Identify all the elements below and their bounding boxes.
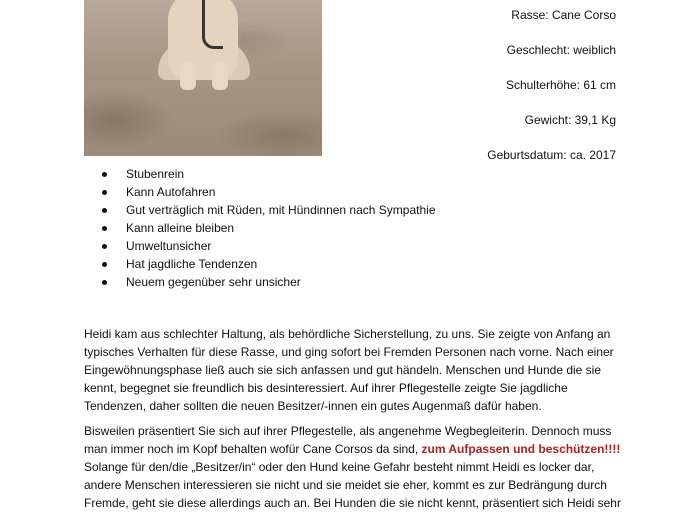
bullet-icon <box>102 208 107 213</box>
fact-shoulder-height: Schulterhöhe: 61 cm <box>505 78 616 92</box>
list-item: Gut verträglich mit Rüden, mit Hündinnen nach Sympathie <box>98 201 436 219</box>
fact-breed: Rasse: Cane Corso <box>511 8 616 22</box>
fact-weight: Gewicht: 39,1 Kg <box>524 113 616 127</box>
bullet-icon <box>102 190 107 195</box>
fact-birthdate: Geburtsdatum: ca. 2017 <box>487 148 616 162</box>
bullet-icon <box>102 244 107 249</box>
list-item: Kann Autofahren <box>98 183 436 201</box>
list-item: Kann alleine bleiben <box>98 219 436 237</box>
paragraph-history: Heidi kam aus schlechter Haltung, als behördliche Sicherstellung, zu uns. Sie zeigte von Anfang an typisches Verhalten für diese Rasse, und ging sofort bei Fremden Personen nach vorne. Nach einer Eingewöhnungsphase ließ auch sie sich anfassen und gut händeln. Menschen und Hunde die sie kennt, begegnet sie freundlich bis desinteressiert. Auf ihrer Pflegestelle zeigte Sie jagdliche Tendenzen, daher sollten die neuen Besitzer/-innen ein gutes Augenmaß dafür haben. <box>84 327 614 413</box>
paragraph-behavior: Bisweilen präsentiert Sie sich auf ihrer Pflegestelle, als angenehme Wegbegleiterin. Dennoch muss man immer noch im Kopf behalten wofür Cane Corsos da sind, zum Aufpassen und beschützen!!!! Solange für den/die „Besitzer/in“ oder den Hund keine Gefahr besteht nimmt Heidi es locker dar, andere Menschen interessieren sie nicht und sie meidet sie eher, kommt es zur Bedrängung durch Fremde, geht sie diese allerdings auch an. Bei Hunden die sie nicht kennt, präsentiert sich Heidi sehr <box>84 424 621 510</box>
list-item: Neuem gegenüber sehr unsicher <box>98 273 436 291</box>
trait-list <box>98 165 436 291</box>
list-item: Stubenrein <box>98 165 436 183</box>
dog-photo <box>84 0 322 156</box>
emphasis-text: zum Aufpassen und beschützen!!!! <box>421 442 621 456</box>
leash <box>202 0 223 49</box>
description <box>84 325 624 512</box>
dog-facts <box>396 6 616 181</box>
list-item: Umweltunsicher <box>98 237 436 255</box>
bullet-icon <box>102 172 107 177</box>
bullet-icon <box>102 280 107 285</box>
bullet-icon <box>102 262 107 267</box>
fact-sex: Geschlecht: weiblich <box>506 43 616 57</box>
list-item: Hat jagdliche Tendenzen <box>98 255 436 273</box>
bullet-icon <box>102 226 107 231</box>
